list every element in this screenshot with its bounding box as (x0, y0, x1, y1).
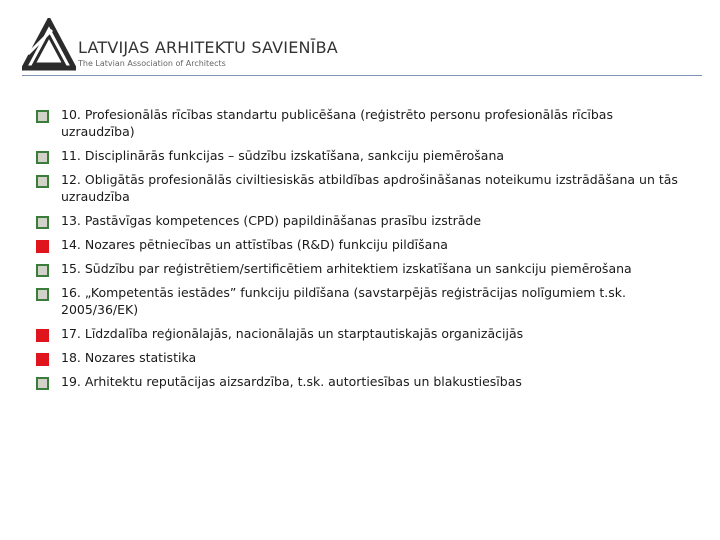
bullet-gray-icon (36, 110, 49, 123)
bullet-gray-icon (36, 216, 49, 229)
list-item-text: 10. Profesionālās rīcības standartu publicēšana (reģistrēto personu profesionālās rīcības uzraudzība) (61, 107, 613, 139)
functions-list (36, 106, 686, 397)
list-item-text: 11. Disciplinārās funkcijas – sūdzību izskatīšana, sankciju piemērošana (61, 148, 505, 163)
bullet-gray-icon (36, 264, 49, 277)
list-item-text: 18. Nozares statistika (61, 350, 197, 365)
list-item (36, 373, 686, 390)
list-item (36, 171, 686, 205)
list-item-text: 14. Nozares pētniecības un attīstības (R&D) funkciju pildīšana (61, 237, 448, 252)
list-item-text: 16. „Kompetentās iestādes” funkciju pildīšana (savstarpējās reģistrācijas nolīgumiem t.sk. 2005/36/EK) (61, 285, 627, 317)
list-item (36, 260, 686, 277)
list-item-text: 17. Līdzdalība reģionālajās, nacionālajās un starptautiskajās organizācijās (61, 326, 524, 341)
list-item-text: 13. Pastāvīgas kompetences (CPD) papildināšanas prasību izstrāde (61, 213, 482, 228)
triangle-a-logo-icon (22, 18, 76, 72)
bullet-gray-icon (36, 288, 49, 301)
list-item (36, 349, 686, 366)
list-item-text: 19. Arhitektu reputācijas aizsardzība, t.sk. autortiesības un blakustiesības (61, 374, 522, 389)
list-item (36, 236, 686, 253)
organization-subtitle: The Latvian Association of Architects (78, 59, 226, 68)
bullet-red-icon (36, 329, 49, 342)
bullet-red-icon (36, 353, 49, 366)
organization-name: LATVIJAS ARHITEKTU SAVIENĪBA (78, 38, 338, 57)
header (22, 18, 702, 78)
bullet-gray-icon (36, 151, 49, 164)
bullet-gray-icon (36, 175, 49, 188)
list-item (36, 284, 686, 318)
header-divider (22, 75, 702, 76)
list-item (36, 106, 686, 140)
bullet-gray-icon (36, 377, 49, 390)
list-item-text: 15. Sūdzību par reģistrētiem/sertificētiem arhitektiem izskatīšana un sankciju piemērošana (61, 261, 632, 276)
list-item (36, 147, 686, 164)
bullet-red-icon (36, 240, 49, 253)
list-item-text: 12. Obligātās profesionālās civiltiesiskās atbildības apdrošināšanas noteikumu izstrādāšana un tās uzraudzība (61, 172, 678, 204)
list-item (36, 325, 686, 342)
list-item (36, 212, 686, 229)
